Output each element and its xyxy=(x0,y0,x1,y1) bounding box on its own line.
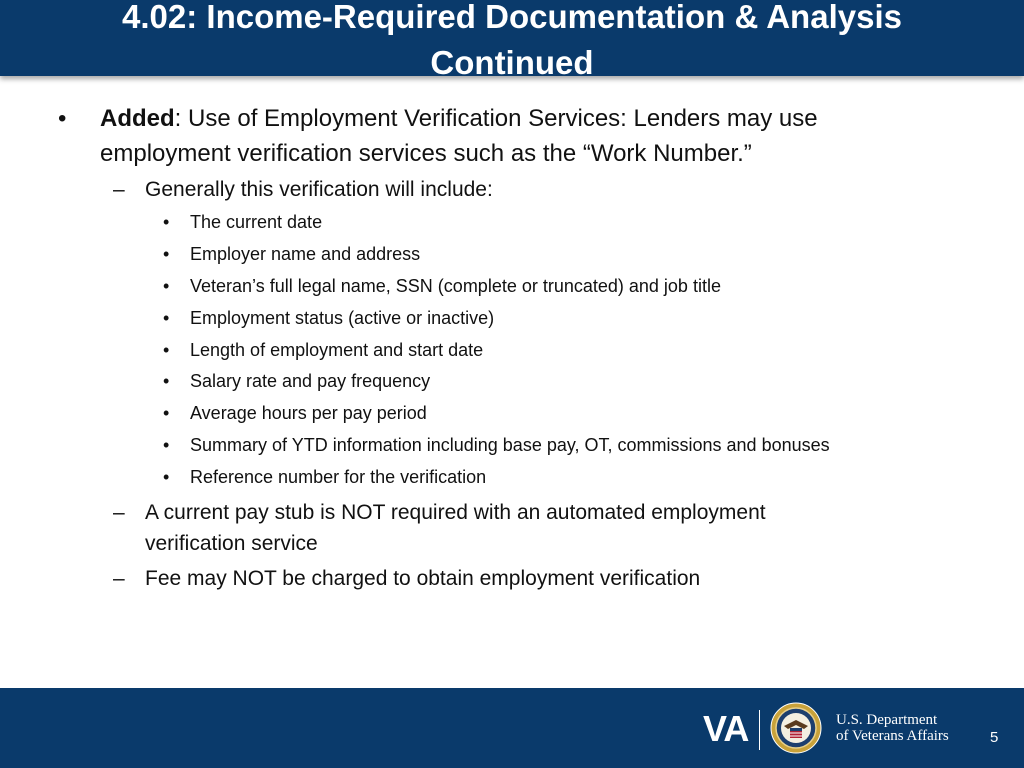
list-item-text: Employment status (active or inactive) xyxy=(190,308,495,328)
list-item-text: Summary of YTD information including base pay, OT, commissions and bonuses xyxy=(190,435,830,455)
dash-icon: – xyxy=(113,501,125,524)
footer-bar xyxy=(0,688,1024,768)
list-item-text: Average hours per pay period xyxy=(190,403,427,423)
list-item xyxy=(163,464,990,490)
department-name-line-2: of Veterans Affairs xyxy=(836,728,949,744)
bullet-icon: • xyxy=(163,276,170,296)
list-item xyxy=(163,273,990,299)
sub-point-text: Fee may NOT be charged to obtain employment verification xyxy=(145,567,701,590)
title-line-2: Continued xyxy=(430,44,594,76)
bullet-icon: • xyxy=(163,212,170,232)
point-1-text: : Use of Employment Verification Services: Lenders may use xyxy=(174,105,818,132)
list-item xyxy=(163,337,990,363)
list-item-text: Veteran’s full legal name, SSN (complete or truncated) and job title xyxy=(190,276,721,296)
list-item-text: Employer name and address xyxy=(190,244,421,264)
bullet-icon: • xyxy=(163,467,170,487)
bullet-point-added xyxy=(58,101,900,171)
sub-point-text: Generally this verification will include: xyxy=(145,178,493,201)
point-1-text-line-2: employment verification services such as the “Work Number.” xyxy=(100,140,752,167)
bullet-icon: • xyxy=(163,308,170,328)
sub-point-verification-includes xyxy=(113,174,925,205)
bullet-icon: • xyxy=(163,371,170,391)
list-item xyxy=(163,241,990,267)
dash-icon: – xyxy=(113,567,125,590)
list-item xyxy=(163,400,990,426)
bullet-icon: • xyxy=(58,105,67,132)
va-seal-icon xyxy=(770,702,822,754)
title-bar xyxy=(0,0,1024,76)
page-number: 5 xyxy=(990,729,999,746)
department-name xyxy=(836,712,949,744)
sub-point-text: A current pay stub is NOT required with an automated employment xyxy=(145,501,766,524)
title-line-1: 4.02: Income-Required Documentation & Analysis xyxy=(122,0,902,35)
department-name-line-1: U.S. Department xyxy=(836,712,938,728)
list-item xyxy=(163,209,990,235)
slide-title xyxy=(0,0,1024,76)
list-item xyxy=(163,432,990,458)
list-item-text: Salary rate and pay frequency xyxy=(190,371,431,391)
bullet-icon: • xyxy=(163,435,170,455)
bullet-icon: • xyxy=(163,403,170,423)
va-logo: VA xyxy=(703,708,749,749)
bullet-icon: • xyxy=(163,244,170,264)
sub-point-pay-stub xyxy=(113,497,925,559)
list-item-text: The current date xyxy=(190,212,323,232)
dash-icon: – xyxy=(113,178,125,201)
added-label: Added xyxy=(100,105,175,132)
list-item xyxy=(163,305,990,331)
sub-point-text-line-2: verification service xyxy=(145,532,318,555)
sub-point-fee xyxy=(113,563,925,594)
list-item-text: Length of employment and start date xyxy=(190,340,484,360)
list-item xyxy=(163,368,990,394)
bullet-icon: • xyxy=(163,340,170,360)
list-item-text: Reference number for the verification xyxy=(190,467,487,487)
footer-divider xyxy=(759,710,760,750)
